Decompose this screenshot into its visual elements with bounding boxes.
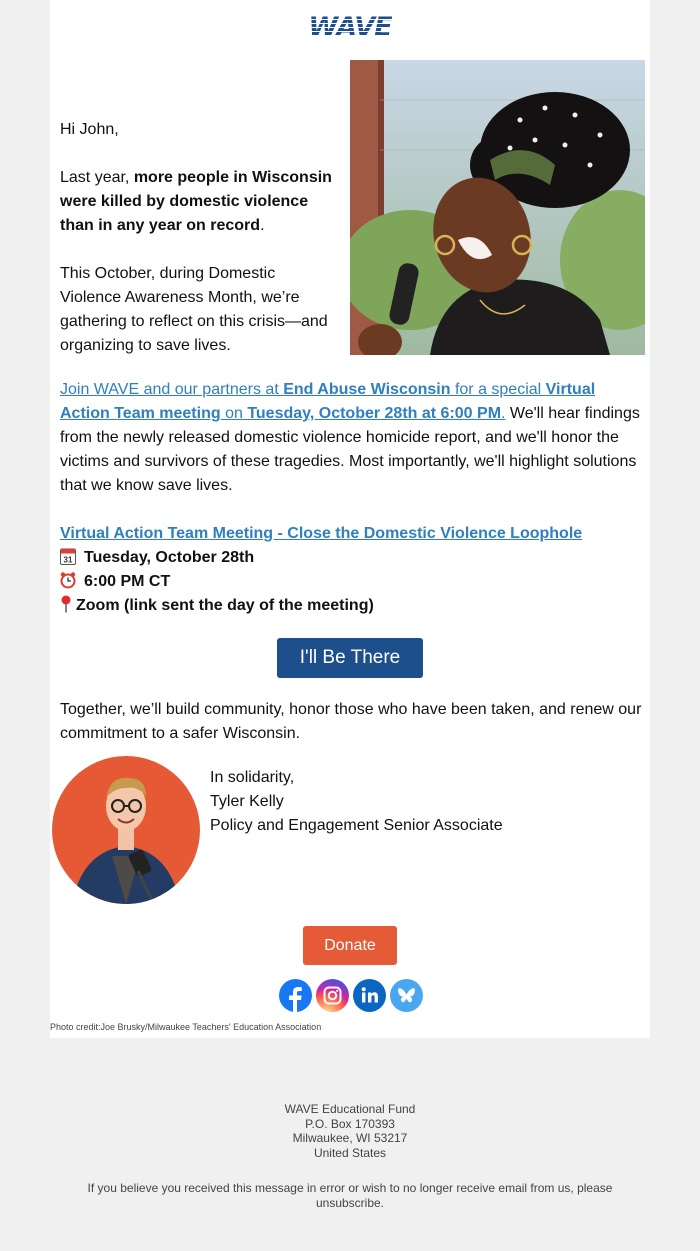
greeting: Hi John, <box>60 121 119 138</box>
donate-button[interactable]: Donate <box>303 926 397 965</box>
photo-credit: Photo credit:Joe Brusky/Milwaukee Teachers' Education Association <box>50 1022 322 1032</box>
signature <box>210 766 503 838</box>
avatar <box>52 756 200 904</box>
meeting-title-link[interactable]: Virtual Action Team Meeting - Close the Domestic Violence Loophole <box>60 525 583 542</box>
hero-photo <box>350 60 645 355</box>
meeting-date: 31 Tuesday, October 28th <box>60 546 582 570</box>
wave-logo[interactable]: WAVE <box>308 11 392 43</box>
social-links <box>279 979 423 1012</box>
pushpin-icon <box>60 595 72 613</box>
footer-unsubscribe: If you believe you received this message in error or wish to no longer receive email from us, please unsubscribe. <box>87 1181 613 1210</box>
meeting-location: Zoom (link sent the day of the meeting) <box>60 594 582 618</box>
alarm-clock-icon <box>60 571 76 589</box>
meeting-details <box>60 522 582 618</box>
signature-name: Tyler Kelly <box>210 793 284 810</box>
meeting-time: 6:00 PM CT <box>60 570 582 594</box>
footer-address: WAVE Educational Fund P.O. Box 170393 Milwaukee, WI 53217 United States <box>284 1102 416 1160</box>
closing-paragraph: Together, we’ll build community, honor those who have been taken, and renew our commitment to a safer Wisconsin. <box>60 701 642 742</box>
invite-paragraph: Join WAVE and our partners at End Abuse Wisconsin for a special Virtual Action Team meeting on Tuesday, October 28th at 6:00 PM. We'll hear findings from the newly released domestic violence homicide report, and we'll honor the victims and survivors of these tragedies. Most importantly, we'll highlight solutions that we know save lives. <box>60 381 640 494</box>
calendar-icon <box>60 547 76 565</box>
signature-title: Policy and Engagement Senior Associate <box>210 817 503 834</box>
instagram-icon[interactable] <box>316 979 349 1012</box>
signature-closing: In solidarity, <box>210 769 295 786</box>
facebook-icon[interactable] <box>279 979 312 1012</box>
linkedin-icon[interactable] <box>353 979 386 1012</box>
context-paragraph: This October, during Domestic Violence Awareness Month, we’re gathering to reflect on this crisis—and organizing to save lives. <box>60 265 328 354</box>
email-card <box>50 0 650 1038</box>
invite-link[interactable]: Join WAVE and our partners at End Abuse Wisconsin for a special Virtual Action Team meeting on Tuesday, October 28th at 6:00 PM. <box>60 381 596 422</box>
intro-paragraph: Last year, more people in Wisconsin were killed by domestic violence than in any year on record. <box>60 169 332 234</box>
rsvp-button[interactable]: I'll Be There <box>277 638 423 678</box>
svg-text:31: 31 <box>63 555 73 565</box>
unsubscribe-link[interactable]: unsubscribe. <box>315 1195 385 1210</box>
bluesky-icon[interactable] <box>390 979 423 1012</box>
